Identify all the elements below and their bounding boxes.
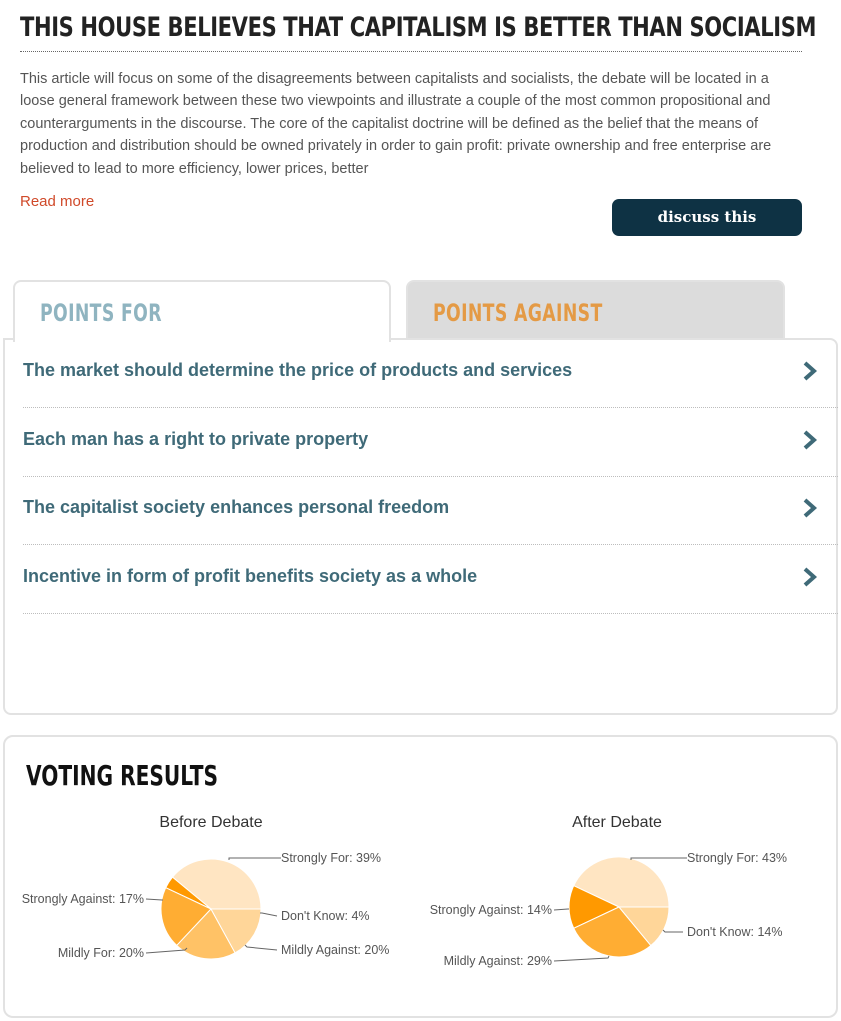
point-row[interactable] [23, 409, 838, 477]
pie-chart-title: Before Debate [159, 814, 263, 831]
point-row[interactable] [23, 340, 838, 408]
tab-points-for[interactable] [13, 280, 391, 342]
pie-slice-label: Mildly For: 20% [57, 946, 144, 960]
point-row[interactable] [23, 477, 838, 545]
pie-slice-label: Mildly Against: 20% [281, 943, 390, 957]
article-intro: This article will focus on some of the disagreements between capitalists and socialists, the debate will be located in a loose general framework between these two viewpoints and illustrate a couple of the most common propositional and counterarguments in the discourse. The core of the capitalist doctrine will be defined as the belief that the means of production and distribution should be owned privately in order to gain profit: private ownership and free enterprise are believed to lead to more efficiency, lower prices, better [20, 71, 772, 177]
chevron-right-icon [802, 429, 818, 451]
point-row[interactable] [23, 546, 838, 614]
pie-slice-label: Strongly For: 43% [687, 851, 788, 865]
pie-slice-label: Mildly Against: 29% [443, 954, 552, 968]
pie-label-leader-line [631, 858, 687, 860]
pie-slice-label: Strongly For: 39% [281, 851, 382, 865]
pie-slice-label: Don't Know: 14% [687, 925, 783, 939]
chevron-right-icon [802, 566, 818, 588]
tab-points-for-label: POINTS FOR [40, 299, 162, 327]
pie-chart-title: After Debate [572, 814, 662, 831]
pie-slice-label: Don't Know: 4% [281, 909, 370, 923]
pie-slice-label: Strongly Against: 14% [429, 903, 552, 917]
point-title: Each man has a right to private property [23, 429, 369, 449]
point-title: Incentive in form of profit benefits society as a whole [23, 566, 478, 586]
pie-label-leader-line [554, 956, 609, 961]
pie-slice-label: Strongly Against: 17% [21, 892, 144, 906]
point-title: The market should determine the price of products and services [23, 360, 573, 380]
chevron-right-icon [802, 497, 818, 519]
tab-points-against[interactable] [406, 280, 785, 340]
voting-results-panel [3, 735, 838, 1018]
chevron-right-icon [802, 360, 818, 382]
pie-label-leader-line [554, 909, 569, 910]
after-debate-pie-chart [5, 737, 836, 1016]
points-for-panel [3, 338, 838, 715]
voting-results-title: VOTING RESULTS [26, 759, 219, 792]
page-title: THIS HOUSE BELIEVES THAT CAPITALISM IS BETTER THAN SOCIALISM [20, 12, 817, 43]
discuss-button[interactable]: discuss this [612, 199, 802, 236]
title-divider [20, 51, 802, 52]
point-title: The capitalist society enhances personal freedom [23, 497, 450, 517]
tab-points-against-label: POINTS AGAINST [433, 299, 603, 327]
read-more-link[interactable]: Read more [20, 193, 95, 210]
pie-label-leader-line [663, 930, 683, 932]
